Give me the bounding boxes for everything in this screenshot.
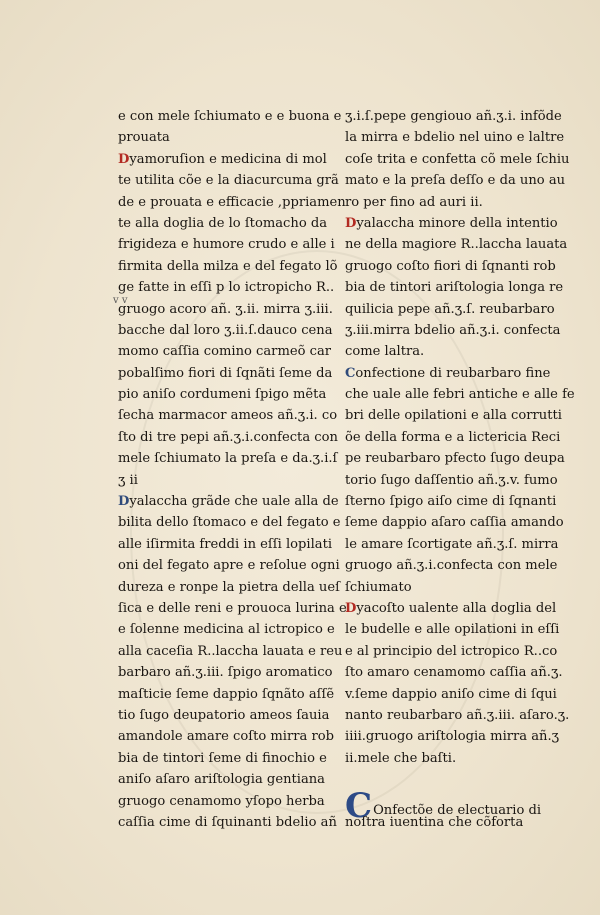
text-line	[345, 192, 560, 213]
rubricated-initial: C	[345, 365, 356, 381]
text-line	[118, 534, 332, 555]
text-line	[345, 106, 560, 127]
text-line	[118, 812, 337, 833]
text-line	[118, 384, 332, 405]
text-line	[118, 705, 332, 726]
text-line	[118, 427, 338, 448]
text-line	[118, 363, 332, 384]
line-text: ge fatte in eſſi p lo ictropicho R..	[118, 280, 335, 296]
line-text: v.ſeme dappio aniſo cime di ſqui	[345, 686, 557, 702]
line-text: pe reubarbaro pfecto ſugo deupa	[345, 451, 565, 467]
text-line	[345, 427, 560, 448]
text-line	[345, 555, 560, 576]
text-line	[118, 512, 341, 533]
line-text: pobalſimo fiori di ſqnãti ſeme da	[118, 365, 333, 381]
text-line	[118, 662, 332, 683]
text-line	[345, 705, 570, 726]
text-line	[118, 555, 340, 576]
text-line	[345, 256, 560, 277]
line-text: e ſolenne medicina al ictropico e	[118, 622, 335, 638]
line-text: caſſia cime di ſquinanti bdelio añ	[118, 814, 337, 830]
text-line	[118, 299, 332, 320]
text-line	[118, 470, 332, 491]
margin-note: v v	[113, 295, 128, 306]
text-line	[118, 106, 342, 127]
line-text: gruogo coſto fiori di ſqnanti rob	[345, 258, 556, 274]
line-text: ro per fino ad auri ii.	[345, 194, 483, 210]
text-line	[118, 127, 332, 148]
line-text: dureza e ronpe la pietra della ueſ	[118, 579, 340, 595]
text-line	[345, 448, 565, 469]
text-line	[345, 170, 566, 191]
text-line	[118, 192, 346, 213]
line-text: bri delle opilationi e alla corrutti	[345, 408, 562, 424]
line-text: alle iſirmita freddi in eſſi lopilati	[118, 536, 333, 552]
line-text: mato e la preſa deſſo e da uno au	[345, 173, 566, 189]
text-line	[345, 149, 570, 170]
rubricated-initial: D	[118, 151, 130, 167]
line-text: ſto di tre pepi añ.ʒ.i.confecta con	[118, 429, 338, 445]
line-text: e al principio del ictropico R..co	[345, 643, 558, 659]
text-line	[345, 234, 568, 255]
line-text: oni del fegato apre e reſolue ogni	[118, 558, 340, 574]
line-text: yalaccha grãde che uale alla de	[129, 494, 339, 510]
text-line	[345, 277, 564, 298]
text-line	[118, 341, 332, 362]
line-text: ʒ.iii.mirra bdelio añ.ʒ.i. confecta	[345, 322, 561, 338]
text-line	[118, 277, 335, 298]
text-line	[345, 341, 560, 362]
text-line	[118, 791, 332, 812]
line-text: come laltra.	[345, 344, 425, 360]
line-text: bacche dal loro ʒ.ii.ſ.dauco cena	[118, 322, 333, 338]
text-line	[345, 127, 565, 148]
line-text: ʒ.i.ſ.pepe gengiouo añ.ʒ.i. infõde	[345, 109, 562, 124]
line-text: yalaccha minore della intentio	[356, 215, 558, 231]
left-column	[118, 106, 347, 833]
line-text: bilita dello ſtomaco e del fegato e	[118, 515, 341, 531]
line-text: ſto amaro cenamomo caſſia añ.ʒ.	[345, 665, 563, 681]
line-text: pio aniſo cordumeni ſpigo mẽta	[118, 387, 327, 403]
text-line	[118, 149, 332, 170]
text-line	[118, 619, 335, 640]
right-column	[345, 106, 575, 833]
line-text: te alla doglia de lo ſtomacho da	[118, 215, 328, 231]
line-text: quilicia pepe añ.ʒ.ſ. reubarbaro	[345, 301, 555, 317]
text-line	[345, 320, 560, 341]
line-text: gruogo acoro añ. ʒ.ii. mirra ʒ.iii.	[118, 301, 333, 317]
line-text: de e prouata e efficacie ,ppriamen	[118, 194, 346, 210]
text-line	[345, 384, 575, 405]
line-text: alla caceſia R..laccha lauata e reu	[118, 643, 343, 659]
line-text: õe della forma e a lictericia Reci	[345, 429, 561, 445]
line-text: amandole amare coſto mirra rob	[118, 729, 335, 745]
line-text: coſe trita e confetta cõ mele ſchiu	[345, 151, 570, 167]
line-text: maſticie ſeme dappio ſqnãto aſſẽ	[118, 686, 335, 702]
text-line	[118, 748, 332, 769]
line-text: te utilita cõe e la diacurcuma grã	[118, 173, 339, 189]
line-text: aniſo aſaro ariſtologia gentiana	[118, 772, 325, 788]
text-line	[345, 748, 560, 769]
text-line	[118, 448, 338, 469]
text-line	[345, 641, 560, 662]
text-line	[345, 619, 560, 640]
text-line	[345, 577, 560, 598]
line-text: le amare ſcortigate añ.ʒ.ſ. mirra	[345, 536, 559, 552]
line-text: barbaro añ.ʒ.iii. ſpigo aromatico	[118, 665, 333, 681]
text-line	[118, 598, 347, 619]
text-line	[118, 320, 332, 341]
text-line	[345, 363, 560, 384]
text-line	[118, 684, 335, 705]
text-line	[118, 234, 335, 255]
text-line	[345, 405, 560, 426]
line-text: prouata	[118, 130, 170, 146]
text-line	[345, 726, 560, 747]
line-text: ſchiumato	[345, 579, 412, 595]
line-text: ʒ ii	[118, 472, 138, 488]
text-line	[345, 470, 560, 491]
line-text: le budelle e alle opilationi in eſſi	[345, 622, 560, 638]
line-text: ſterno ſpigo aiſo cime di ſqnanti	[345, 494, 557, 510]
text-line	[345, 213, 560, 234]
line-text: ne della magiore R..laccha lauata	[345, 237, 568, 253]
text-line	[345, 598, 560, 619]
line-text: bia de tintori ſeme di finochio e	[118, 750, 327, 766]
text-line	[118, 256, 338, 277]
text-line	[118, 213, 332, 234]
rubricated-initial: D	[345, 215, 357, 231]
line-text: mele ſchiumato la preſa e da.ʒ.i.ſ	[118, 451, 338, 467]
line-text: noſtra iuentina che cõforta	[345, 814, 524, 830]
line-text: bia de tintori ariſtologia longa re	[345, 280, 564, 296]
line-text: yacoſto ualente alla doglia del	[356, 600, 557, 616]
line-text: firmita della milza e del fegato lõ	[118, 258, 338, 274]
line-text: torio ſugo daſſentio añ.ʒ.v. fumo	[345, 472, 558, 488]
line-text: ii.mele che baſti.	[345, 750, 457, 766]
line-text: frigideza e humore crudo e alle i	[118, 237, 335, 253]
text-line	[118, 491, 339, 512]
line-text: ſecha marmacor ameos añ.ʒ.i. co	[118, 408, 338, 424]
line-text: onfectione di reubarbaro fine	[355, 365, 551, 381]
text-line	[345, 684, 560, 705]
line-text: tio ſugo deupatorio ameos ſauia	[118, 707, 330, 723]
text-line	[118, 405, 338, 426]
rubricated-initial: C	[345, 785, 373, 826]
line-text: ſica e delle reni e prouoca lurina e	[118, 600, 347, 616]
text-line	[345, 512, 564, 533]
line-text: la mirra e bdelio nel uino e laltre	[345, 130, 565, 146]
text-line	[118, 769, 332, 790]
text-line	[118, 641, 343, 662]
line-text: momo caſſia comino carmeõ car	[118, 344, 332, 360]
rubricated-initial: D	[345, 600, 357, 616]
line-text: ſeme dappio aſaro caſſia amando	[345, 515, 564, 531]
text-line	[118, 170, 339, 191]
line-text: Onfectõe de electuario di	[373, 802, 542, 818]
text-line	[345, 299, 560, 320]
paragraph-gap	[345, 769, 560, 790]
text-line	[345, 491, 560, 512]
text-line	[345, 662, 563, 683]
line-text: e con mele ſchiumato e e buona e	[118, 109, 342, 124]
line-text: gruogo añ.ʒ.i.confecta con mele	[345, 558, 558, 574]
line-text: gruogo cenamomo yſopo herba	[118, 793, 325, 809]
line-text: iiii.gruogo ariſtologia mirra añ.ʒ	[345, 729, 560, 745]
text-line	[345, 534, 560, 555]
line-text: nanto reubarbaro añ.ʒ.iii. aſaro.ʒ.	[345, 707, 570, 723]
line-text: che uale alle febri antiche e alle fe	[345, 387, 575, 403]
text-line	[118, 577, 340, 598]
rubricated-initial: D	[118, 494, 130, 510]
text-line	[118, 726, 335, 747]
line-text: yamoruſion e medicina di mol	[129, 151, 327, 167]
